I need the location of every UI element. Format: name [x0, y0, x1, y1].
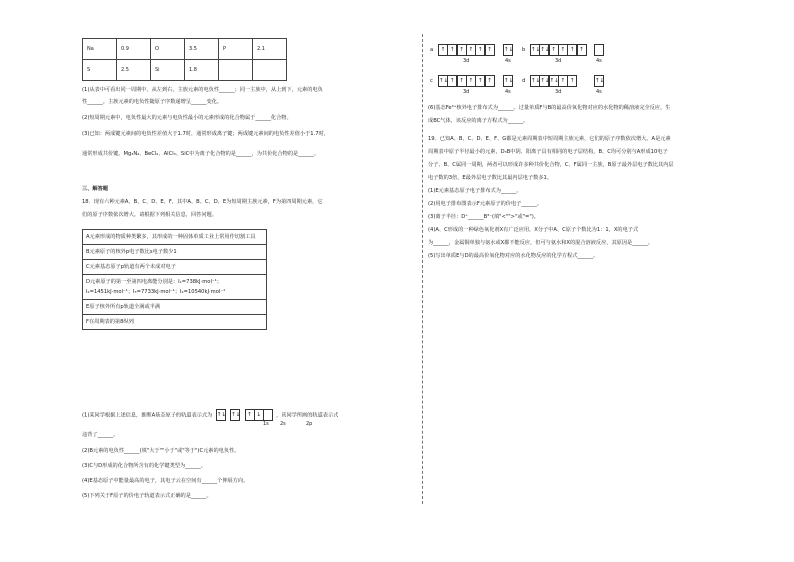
table-cell: 3.5 [185, 39, 219, 60]
question-3-line-1: (3)已知：两成键元素间的电负性差值大于1.7时，通常形成离子键；两成键元素间的电负性差值小于1.7时， [82, 131, 329, 137]
orbital-diagram-a [216, 409, 273, 421]
label-4s: 4s [596, 58, 602, 64]
question-19-line-4: 电子数的3倍，E最外层电子数比其最内层电子数多1。 [428, 175, 553, 181]
option-d-4s-orbital [594, 75, 603, 87]
question-18-intro-1: 18．现有六种元素A、B、C、D、E、F，其中A、B、C、D、E为短周期主族元素，F为第四周期元素，它 [82, 199, 323, 205]
orbital-box-up-icon: ↑ [549, 44, 559, 56]
option-c-4s-orbital [503, 75, 512, 87]
part-3: (3)离子半径：D⁺______B³⁻(填"<"">"或"=")。 [428, 214, 539, 220]
orbital-label-2s: 2s [280, 421, 286, 427]
orbital-box-up-icon: ↑ [466, 44, 476, 56]
orbital-box-pair-icon: ↑↓ [530, 44, 540, 56]
table-cell: Si [151, 60, 185, 81]
info-cell [83, 275, 267, 300]
table-row [83, 275, 267, 300]
option-a-4s-orbital [503, 44, 512, 56]
label-3d: 3d [555, 58, 562, 64]
option-a-label: a [430, 47, 434, 53]
orbital-box-pair-icon: ↑↓ [549, 75, 559, 87]
orbital-box-pair-icon: ↑↓ [530, 75, 540, 87]
orbital-box-up-icon: ↑ [577, 44, 587, 56]
info-cell: C元素基态原子p轨道有两个未成对电子 [83, 260, 267, 275]
table-cell [253, 60, 287, 81]
sub-question-3: (3)C与D形成的化合物所含有的化学键类型为______。 [82, 463, 206, 469]
option-b-3d-orbitals [530, 44, 586, 56]
orbital-box-up-icon: ↑ [485, 44, 495, 56]
info-cell: A元素形成的物质种类繁多，其形成的一种固体单质工业上常用作切割工具 [83, 230, 267, 245]
table-row [83, 39, 287, 60]
question-2: (2)短周期元素中，电负性最大的元素与电负性最小的元素形成的化合物属于______化合物。 [82, 115, 292, 121]
label-3d: 3d [463, 89, 470, 95]
table-cell: P [219, 39, 253, 60]
info-table [82, 229, 267, 330]
info-cell: B元素原子的核外p电子数比s电子数少1 [83, 245, 267, 260]
question-19-line-2: 周期表中原子半径最小的元素，D₃B中阴、阳离子具有相同的电子层结构，B、C均可分别与A形成10电子 [428, 149, 668, 155]
table-cell: 2.1 [253, 39, 287, 60]
question-18-intro-2: 们的原子序数依次增大。请根据下列相关信息，回答问题。 [82, 212, 217, 218]
part-4-line-2: 为______，金属铜单独与氨水或X都不能反应，但可与氨水和X的混合溶液反应，其原因是______。 [428, 240, 653, 246]
label-4s: 4s [596, 89, 602, 95]
sub-question-1-line-2: 违背了______。 [82, 432, 119, 438]
part-2: (2)用电子排布图表示F元素原子的价电子______。 [428, 201, 543, 207]
part-5: (5)写出单质E与D的最高价氧化物对应的水化物反应的化学方程式______。 [428, 253, 599, 259]
orbital-box-pair-icon: ↑↓ [503, 44, 513, 56]
sub-question-1-text-2: ，该同学所画的轨道表示式 [276, 412, 339, 419]
sub-question-2: (2)B元素的电负性______(填"大于""小于"或"等于")C元素的电负性。 [82, 448, 240, 454]
part-4-line-1: (4)A、C形成的一种绿色氧化剂X有广泛应用，X分子中A、C原子个数比为1：1，X的电子式 [428, 227, 639, 233]
orbital-box-up-icon: ↑ [245, 409, 255, 421]
orbital-label-2p: 2p [306, 421, 313, 427]
info-cell: E原子核外所有p轨道全满或半满 [83, 300, 267, 315]
table-row [83, 230, 267, 245]
orbital-box-down-icon: ↓ [254, 409, 264, 421]
orbital-box-up-icon: ↑ [466, 75, 476, 87]
orbital-box-up-icon: ↑ [457, 75, 467, 87]
orbital-box-up-icon: ↑ [558, 44, 568, 56]
question-6-line-2: 成BC气体，该反应的离子方程式为______。 [428, 118, 529, 124]
sub-question-4: (4)E基态原子中能量最高的电子，其电子云在空间有______个伸展方向。 [82, 478, 249, 484]
label-3d: 3d [555, 89, 562, 95]
electronegativity-table [82, 38, 287, 81]
orbital-box-up-icon: ↑ [558, 75, 568, 87]
orbital-box-up-icon: ↑ [447, 75, 457, 87]
question-6-line-1: (6)基态Fe³⁺核外电子排布式为______。过量单质F与B的最高价氧化物对应的水化物的稀溶液完全反应，生 [428, 105, 671, 111]
orbital-box-up-icon: ↑ [567, 75, 577, 87]
orbital-label-1s: 1s [263, 421, 269, 427]
orbital-box-up-icon: ↑ [447, 44, 457, 56]
option-c-label: c [430, 78, 433, 84]
table-cell: 0.9 [117, 39, 151, 60]
table-row [83, 245, 267, 260]
orbital-box-up-icon: ↑ [485, 75, 495, 87]
table-row [83, 300, 267, 315]
orbital-box-pair-icon: ↑↓ [539, 44, 549, 56]
orbital-box-pair-icon: ↑↓ [594, 75, 604, 87]
table-cell: 1.8 [185, 60, 219, 81]
sub-question-1 [82, 409, 338, 421]
table-cell: Na [83, 39, 117, 60]
orbital-box-empty [263, 409, 273, 421]
table-cell: 2.5 [117, 60, 151, 81]
table-cell [219, 60, 253, 81]
orbital-box-up-icon: ↑ [567, 44, 577, 56]
column-divider [422, 34, 423, 504]
orbital-box-pair-icon: ↑↓ [539, 75, 549, 87]
option-b-label: b [522, 47, 526, 53]
option-d-3d-orbitals [530, 75, 577, 87]
orbital-box-empty [594, 44, 604, 56]
orbital-box-up-icon: ↑ [475, 75, 485, 87]
sub-question-1-text: (1)某同学根据上述信息，推断A基态原子的轨道表示式为 [82, 412, 213, 419]
info-line: D元素原子的第一至第四电离能分别是：I₁=738kJ·mol⁻¹； [86, 279, 222, 285]
orbital-box-pair-icon: ↑↓ [216, 409, 226, 421]
part-1: (1)E元素基态原子电子排布式为______。 [428, 188, 522, 194]
table-cell: S [83, 60, 117, 81]
label-4s: 4s [505, 58, 511, 64]
orbital-box-pair-icon: ↑↓ [503, 75, 513, 87]
table-row [83, 260, 267, 275]
orbital-box-up-icon: ↑ [475, 44, 485, 56]
question-3-line-2: 通常形成共价键。Mg₃N₂、BeCl₂、AlCl₃、SiC中为离子化合物的是______，为共价化合物的是______。 [82, 151, 319, 157]
question-1-line-2: 性______。主族元素的电负性随原子序数递增呈______变化。 [82, 99, 223, 105]
table-cell: O [151, 39, 185, 60]
section-heading: 三、解答题 [82, 186, 108, 192]
question-19-line-1: 19．已知A、B、C、D、E、F、G都是元素周期表中短周期主族元素，它们的原子序数依次增大。A是元素 [428, 136, 671, 142]
orbital-box-up-icon: ↑ [457, 44, 467, 56]
option-d-label: d [522, 78, 526, 84]
label-3d: 3d [463, 58, 470, 64]
info-cell: F在周期表的第8纵列 [83, 315, 267, 330]
sub-question-5: (5)下列关于F原子的价电子轨道表示式正确的是______。 [82, 493, 212, 499]
orbital-box-up-icon: ↑ [438, 44, 448, 56]
option-a-3d-orbitals [438, 44, 494, 56]
orbital-box-pair-icon: ↑↓ [230, 409, 240, 421]
table-row [83, 315, 267, 330]
question-19-line-3: 分子，B、C属同一周期，两者可以形成许多种共价化合物，C、F属同一主族，B原子最外层电子数比其内层 [428, 162, 674, 168]
option-b-4s-orbital [594, 44, 603, 56]
table-row [83, 60, 287, 81]
orbital-box-pair-icon: ↑↓ [438, 75, 448, 87]
info-line: I₂=1451kJ·mol⁻¹；I₃=7733kJ·mol⁻¹；I₄=10540kJ·mol⁻¹ [86, 289, 226, 295]
option-c-3d-orbitals [438, 75, 494, 87]
question-1-line-1: (1)从表中可看出同一周期中，从左到右，主族元素的电负性______；同一主族中，从上到下，元素的电负 [82, 87, 323, 93]
label-4s: 4s [505, 89, 511, 95]
